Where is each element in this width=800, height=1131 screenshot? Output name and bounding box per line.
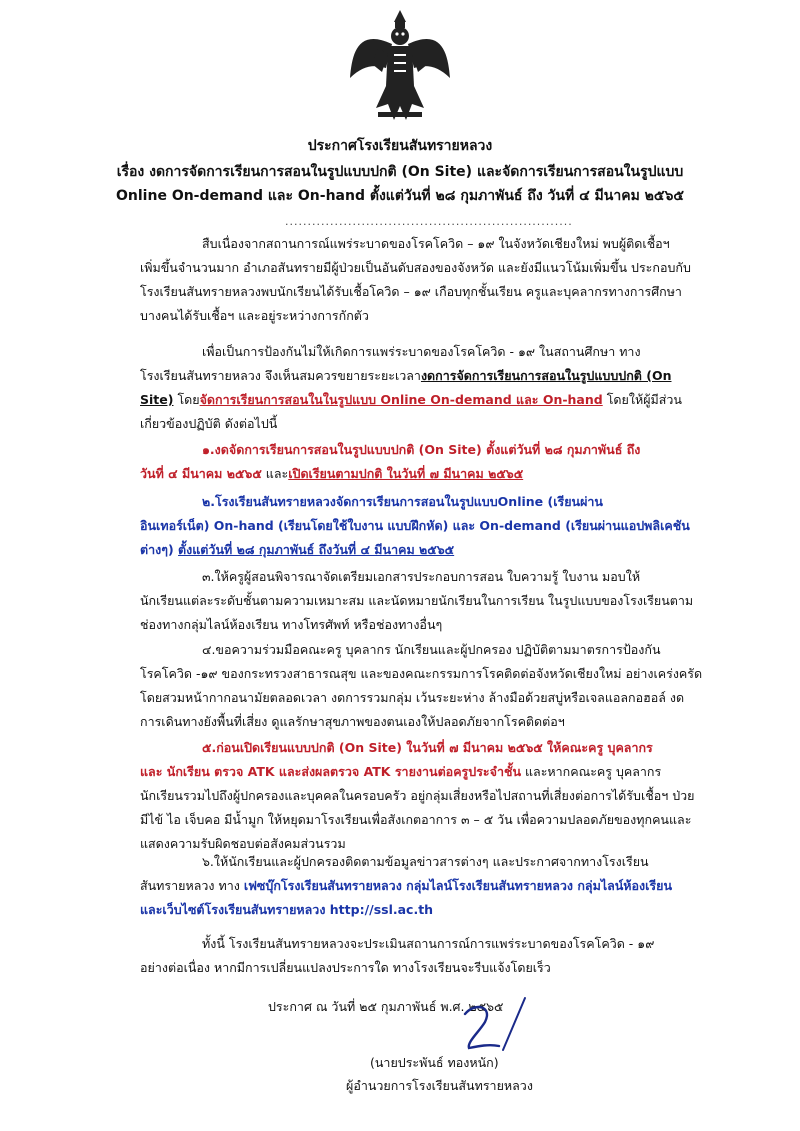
emphasis-red-underlined: เปิดเรียนตามปกติ ในวันที่ ๗ มีนาคม ๒๕๖๕ bbox=[288, 466, 524, 481]
paragraph-line bbox=[140, 874, 725, 898]
text-segment: โรงเรียนสันทรายหลวง จึงเห็นสมควรขยายระยะเวลา bbox=[140, 368, 421, 383]
emphasis-underlined: งดการจัดการเรียนการสอนในรูปแบบปกติ (On bbox=[420, 368, 672, 383]
paragraph-line: และเว็บไซต์โรงเรียนสันทรายหลวง http://ssl.ac.th bbox=[140, 902, 434, 917]
paragraph-line: ๖.ให้นักเรียนและผู้ปกครองติดตามข้อมูลข่าวสารต่างๆ และประกาศจากทางโรงเรียน bbox=[202, 854, 649, 869]
paragraph-line: แสดงความรับผิดชอบต่อสังคมส่วนรวม bbox=[140, 836, 346, 851]
purpose-paragraph bbox=[140, 340, 725, 436]
paragraph-line: เพิ่มขึ้นจำนวนมาก อำเภอสันทรายมีผู้ป่วยเป็นอันดับสองของจังหวัด และยังมีแนวโน้มเพิ่มขึ้น ประกอบกับ bbox=[140, 260, 691, 275]
paragraph-line: มีไข้ ไอ เจ็บคอ มีน้ำมูก ให้หยุดมาโรงเรียนเพื่อสังเกตอาการ ๓ – ๕ วัน เพื่อความปลอดภัยของทุกคนและ bbox=[140, 812, 692, 827]
paragraph-line bbox=[140, 388, 725, 412]
intro-paragraph bbox=[140, 232, 725, 328]
paragraph-line: โรงเรียนสันทรายหลวงพบนักเรียนได้รับเชื้อโควิด – ๑๙ เกือบทุกชั้นเรียน ครูและบุคลากรทางการศึกษา bbox=[140, 284, 682, 299]
paragraph-line: ๕.ก่อนเปิดเรียนแบบปกติ (On Site) ในวันที่ ๗ มีนาคม ๒๕๖๕ ให้คณะครู บุคลากร bbox=[202, 740, 653, 755]
paragraph-line: ช่องทางกลุ่มไลน์ห้องเรียน ทางโทรศัพท์ หรือช่องทางอื่นๆ bbox=[140, 617, 443, 632]
emphasis-red: วันที่ ๔ มีนาคม ๒๕๖๕ bbox=[140, 466, 262, 481]
paragraph-line: เพื่อเป็นการป้องกันไม่ให้เกิดการแพร่ระบาดของโรคโควิด - ๑๙ ในสถานศึกษา ทาง bbox=[202, 344, 641, 359]
paragraph-line bbox=[140, 538, 725, 562]
emphasis-red-underlined: จัดการเรียนการสอนในในรูปแบบ Online On-demand และ On-hand bbox=[199, 392, 603, 407]
paragraph-line: นักเรียนแต่ละระดับชั้นตามความเหมาะสม และนัดหมายนักเรียนในการเรียน ในรูปแบบของโรงเรียนตาม bbox=[140, 593, 694, 608]
emphasis-blue-underlined: ตั้งแต่วันที่ ๒๘ กุมภาพันธ์ ถึงวันที่ ๔ มีนาคม ๒๕๖๕ bbox=[178, 542, 455, 557]
text-segment: สันทรายหลวง ทาง bbox=[140, 878, 244, 893]
emphasis-blue: ต่างๆ) bbox=[140, 542, 179, 557]
text-segment: และหากคณะครู บุคลากร bbox=[521, 764, 662, 779]
announcement-title: ประกาศโรงเรียนสันทรายหลวง bbox=[307, 138, 493, 154]
paragraph-line: สืบเนื่องจากสถานการณ์แพร่ระบาดของโรคโควิด – ๑๙ ในจังหวัดเชียงใหม่ พบผู้ติดเชื้อฯ bbox=[202, 236, 670, 251]
paragraph-line: ๑.งดจัดการเรียนการสอนในรูปแบบปกติ (On Site) ตั้งแต่วันที่ ๒๘ กุมภาพันธ์ ถึง bbox=[202, 442, 641, 457]
paragraph-line: ๒.โรงเรียนสันทรายหลวงจัดการเรียนการสอนในรูปแบบOnline (เรียนผ่าน bbox=[202, 494, 603, 509]
paragraph-line bbox=[140, 462, 725, 486]
paragraph-line bbox=[140, 364, 725, 388]
paragraph-line: ๓.ให้ครูผู้สอนพิจารณาจัดเตรียมเอกสารประกอบการสอน ใบความรู้ ใบงาน มอบให้ bbox=[202, 569, 641, 584]
paragraph-line: ๔.ขอความร่วมมือคณะครู บุคลากร นักเรียนและผู้ปกครอง ปฏิบัติตามมาตรการป้องกัน bbox=[202, 642, 661, 657]
paragraph-line: อินเทอร์เน็ต) On-hand (เรียนโดยใช้ใบงาน แบบฝึกหัด) และ On-demand (เรียนผ่านแอปพลิเคชัน bbox=[140, 518, 690, 533]
text-segment: โดยให้ผู้มีส่วน bbox=[602, 392, 682, 407]
header-divider: ................................................................ bbox=[285, 215, 573, 228]
item-2 bbox=[140, 490, 725, 562]
emphasis-underlined: Site) bbox=[140, 392, 174, 407]
item-5 bbox=[140, 736, 725, 856]
signer-position: ผู้อำนวยการโรงเรียนสันทรายหลวง bbox=[346, 1078, 533, 1093]
item-6 bbox=[140, 850, 725, 922]
item-1 bbox=[140, 438, 725, 486]
paragraph-line: เกี่ยวข้องปฏิบัติ ดังต่อไปนี้ bbox=[140, 416, 278, 431]
paragraph-line bbox=[140, 760, 725, 784]
paragraph-line: นักเรียนรวมไปถึงผู้ปกครองและบุคคลในครอบครัว อยู่กลุ่มเสี่ยงหรือไปสถานที่เสี่ยงต่อการได้รับเชื้อฯ ป่วย bbox=[140, 788, 695, 803]
paragraph-line: โรคโควิด -๑๙ ของกระทรวงสาธารณสุข และของคณะกรรมการโรคติดต่อจังหวัดเชียงใหม่ อย่างเคร่งครัด bbox=[140, 666, 703, 681]
paragraph-line: บางคนได้รับเชื้อฯ และอยู่ระหว่างการกักตัว bbox=[140, 308, 369, 323]
item-4 bbox=[140, 638, 725, 734]
text-segment: และ bbox=[261, 466, 289, 481]
subject-line-2: Online On-demand และ On-hand ตั้งแต่วันที่ ๒๘ กุมภาพันธ์ ถึง วันที่ ๔ มีนาคม ๒๕๖๕ bbox=[116, 188, 684, 204]
paragraph-line: โดยสวมหน้ากากอนามัยตลอดเวลา งดการรวมกลุ่ม เว้นระยะห่าง ล้างมือด้วยสบู่หรือเจลแอลกอฮอล์ งด bbox=[140, 690, 685, 705]
signer-name: (นายประพันธ์ ทองหนัก) bbox=[370, 1055, 499, 1070]
subject-line-1: เรื่อง งดการจัดการเรียนการสอนในรูปแบบปกติ (On Site) และจัดการเรียนการสอนในรูปแบบ bbox=[116, 164, 684, 180]
emphasis-blue: เฟซบุ๊กโรงเรียนสันทรายหลวง กลุ่มไลน์โรงเรียนสันทรายหลวง กลุ่มไลน์ห้องเรียน bbox=[243, 878, 673, 893]
announcement-date: ประกาศ ณ วันที่ ๒๕ กุมภาพันธ์ พ.ศ. ๒๕๖๕ bbox=[268, 999, 504, 1014]
paragraph-line: อย่างต่อเนื่อง หากมีการเปลี่ยนแปลงประการใด ทางโรงเรียนจะรีบแจ้งโดยเร็ว bbox=[140, 960, 551, 975]
paragraph-line: ทั้งนี้ โรงเรียนสันทรายหลวงจะประเมินสถานการณ์การแพร่ระบาดของโรคโควิด - ๑๙ bbox=[202, 936, 655, 951]
text-segment: โดย bbox=[173, 392, 200, 407]
closing-paragraph bbox=[140, 932, 725, 980]
emphasis-red: และ นักเรียน ตรวจ ATK และส่งผลตรวจ ATK รายงานต่อครูประจำชั้น bbox=[140, 764, 521, 779]
paragraph-line: การเดินทางยังพื้นที่เสี่ยง ดูแลรักษาสุขภาพของตนเองให้ปลอดภัยจากโรคติดต่อฯ bbox=[140, 714, 565, 729]
item-3 bbox=[140, 565, 725, 637]
garuda-emblem-icon bbox=[348, 8, 452, 126]
